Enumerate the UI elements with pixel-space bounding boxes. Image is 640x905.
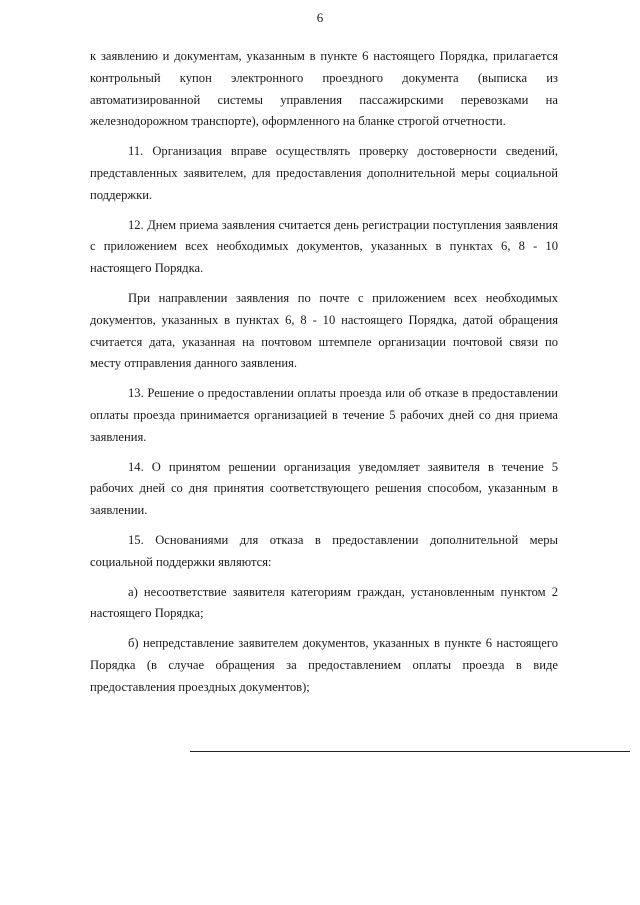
paragraph-12-mail: При направлении заявления по почте с приложением всех необходимых документов, указанных в пунктах 6, 8 - 10 настоящего Порядка, датой обращения считается дата, указанная на почтовом штемпеле организации почтовой связи по месту отправления данного заявления. <box>90 290 558 371</box>
paragraph-12: 12. Днем приема заявления считается день регистрации поступления заявления с приложением всех необходимых документов, указанных в пунктах 6, 8 - 10 настоящего Порядка. <box>90 217 558 276</box>
paragraph-13: 13. Решение о предоставлении оплаты проезда или об отказе в предоставлении оплаты проезда принимается организацией в течение 5 рабочих дней со дня приема заявления. <box>90 386 558 444</box>
paragraph-11: 11. Организация вправе осуществлять проверку достоверности сведений, представленных заявителем, для предоставления дополнительной меры социальной поддержки. <box>90 144 558 202</box>
paragraph-15: 15. Основаниями для отказа в предоставлении дополнительной меры социальной поддержки являются: <box>90 532 558 569</box>
paragraph-14: 14. О принятом решении организация уведомляет заявителя в течение 5 рабочих дней со дня принятия соответствующего решения способом, указанным в заявлении. <box>90 459 558 518</box>
paragraph-15a: а) несоответствие заявителя категориям граждан, установленным пунктом 2 настоящего Порядка; <box>90 584 558 621</box>
paragraph-15b: б) непредставление заявителем документов, указанных в пункте 6 настоящего Порядка (в случае обращения за предоставлением оплаты проезда в виде предоставления проездных документов); <box>90 636 558 694</box>
horizontal-rule <box>190 751 630 752</box>
document-body <box>90 46 558 699</box>
page-number: 6 <box>316 10 324 25</box>
paragraph-continuation: к заявлению и документам, указанным в пункте 6 настоящего Порядка, прилагается контрольный купон электронного проездного документа (выписка из автоматизированной системы управления пассажирскими перевозками на железнодорожном транспорте), оформленного на бланке строгой отчетности. <box>90 49 558 129</box>
